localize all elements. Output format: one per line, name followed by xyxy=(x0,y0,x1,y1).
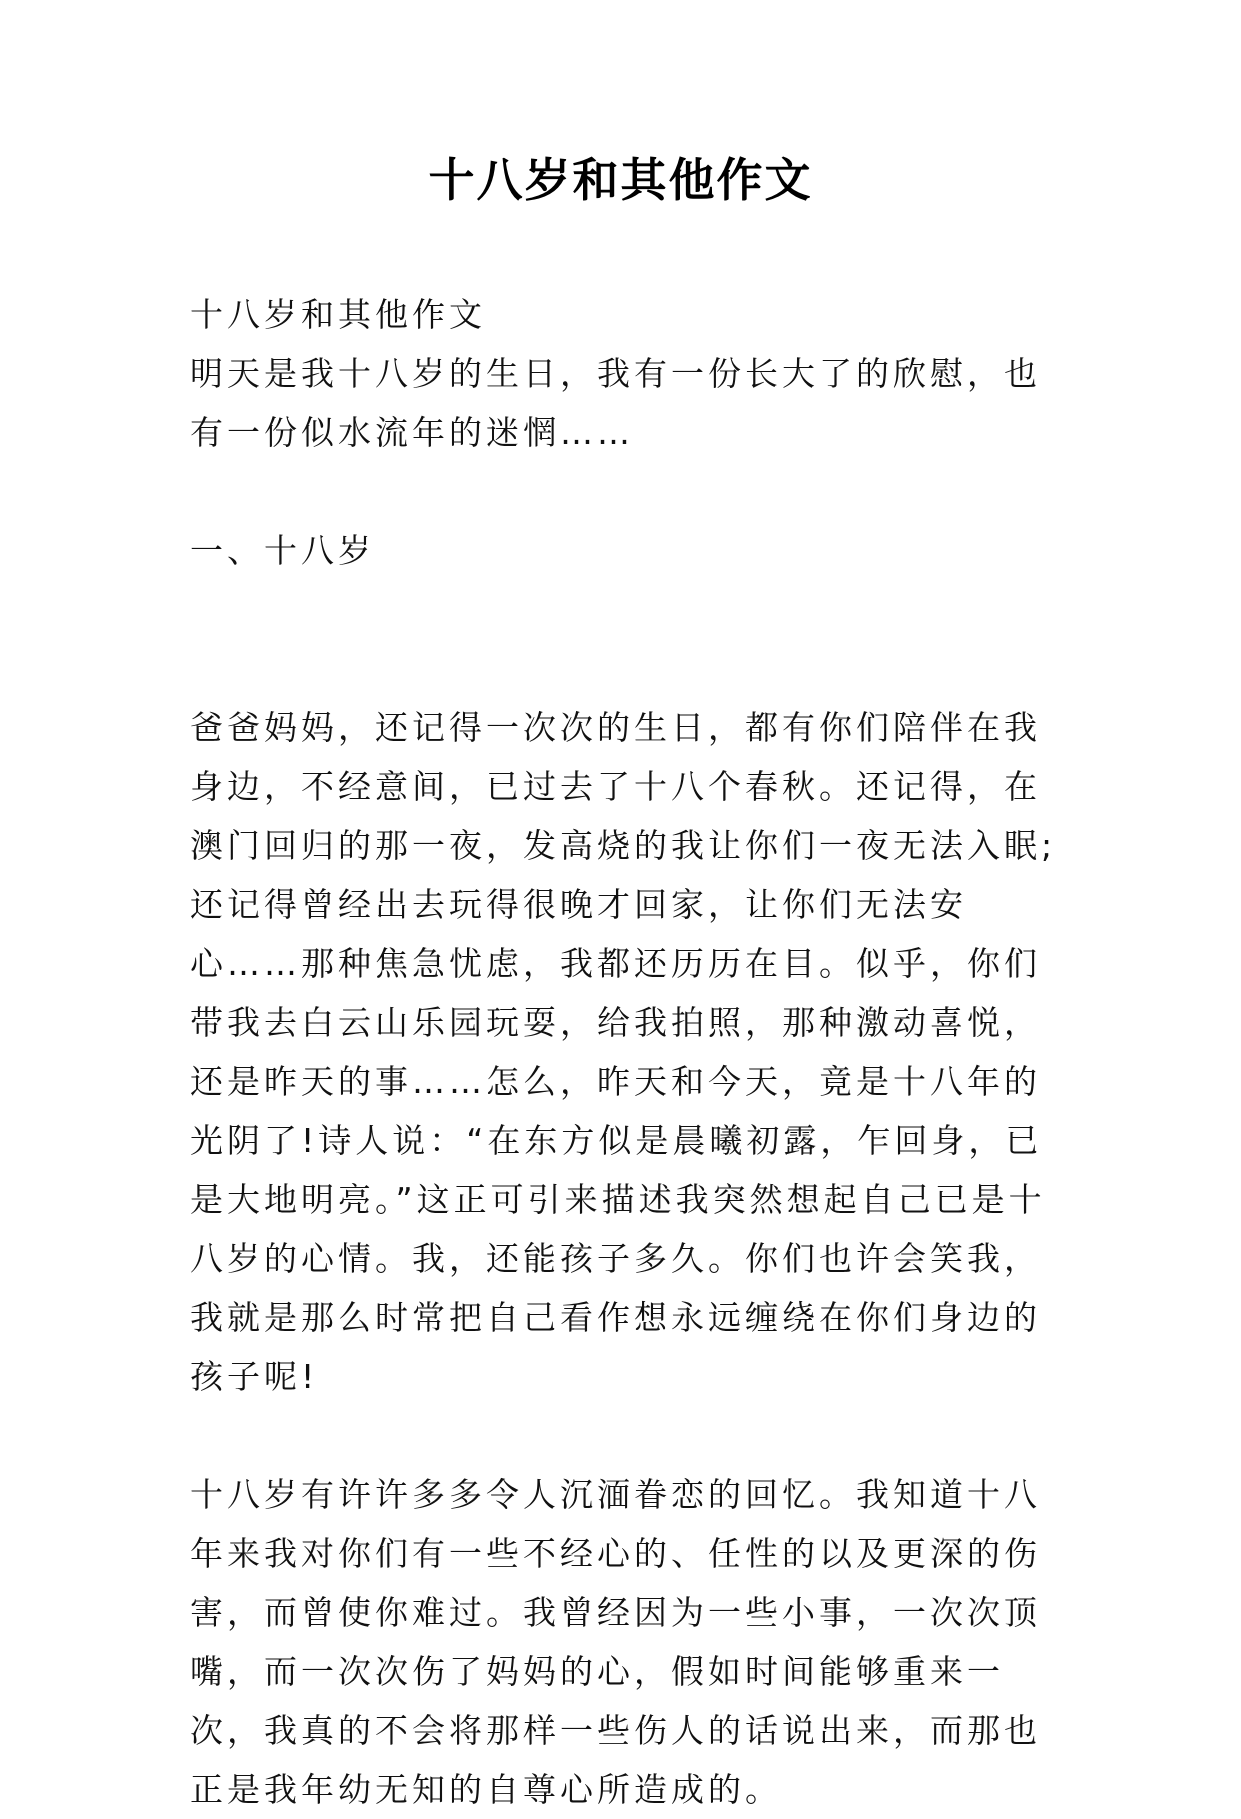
spacer xyxy=(190,580,1070,698)
intro-paragraph: 明天是我十八岁的生日，我有一份长大了的欣慰，也有一份似水流年的迷惘…… xyxy=(190,354,1041,452)
spacer xyxy=(190,1406,1070,1465)
subtitle: 十八岁和其他作文 xyxy=(190,295,486,334)
document-title: 十八岁和其他作文 xyxy=(428,153,813,207)
spacer xyxy=(190,462,1070,521)
section-heading: 一、十八岁 xyxy=(190,531,375,570)
document-body xyxy=(190,285,1070,1819)
body-paragraph-1: 爸爸妈妈，还记得一次次的生日，都有你们陪伴在我身边，不经意间，已过去了十八个春秋。还记得，在澳门回归的那一夜，发高烧的我让你们一夜无法入眠;还记得曾经出去玩得很晚才回家，让你们无法安心……那种焦急忧虑，我都还历历在目。似乎，你们带我去白云山乐园玩耍，给我拍照，那种激动喜悦，还是昨天的事……怎么，昨天和今天，竟是十八年的光阴了!诗人说：“在东方似是晨曦初露，乍回身，已是大地明亮。”这正可引来描述我突然想起自己已是十八岁的心情。我，还能孩子多久。你们也许会笑我，我就是那么时常把自己看作想永远缠绕在你们身边的孩子呢! xyxy=(190,708,1057,1396)
body-paragraph-2: 十八岁有许许多多令人沉湎眷恋的回忆。我知道十八年来我对你们有一些不经心的、任性的以及更深的伤害，而曾使你难过。我曾经因为一些小事，一次次顶嘴，而一次次伤了妈妈的心，假如时间能够重来一次，我真的不会将那样一些伤人的话说出来，而那也正是我年幼无知的自尊心所造成的。 xyxy=(190,1475,1041,1809)
